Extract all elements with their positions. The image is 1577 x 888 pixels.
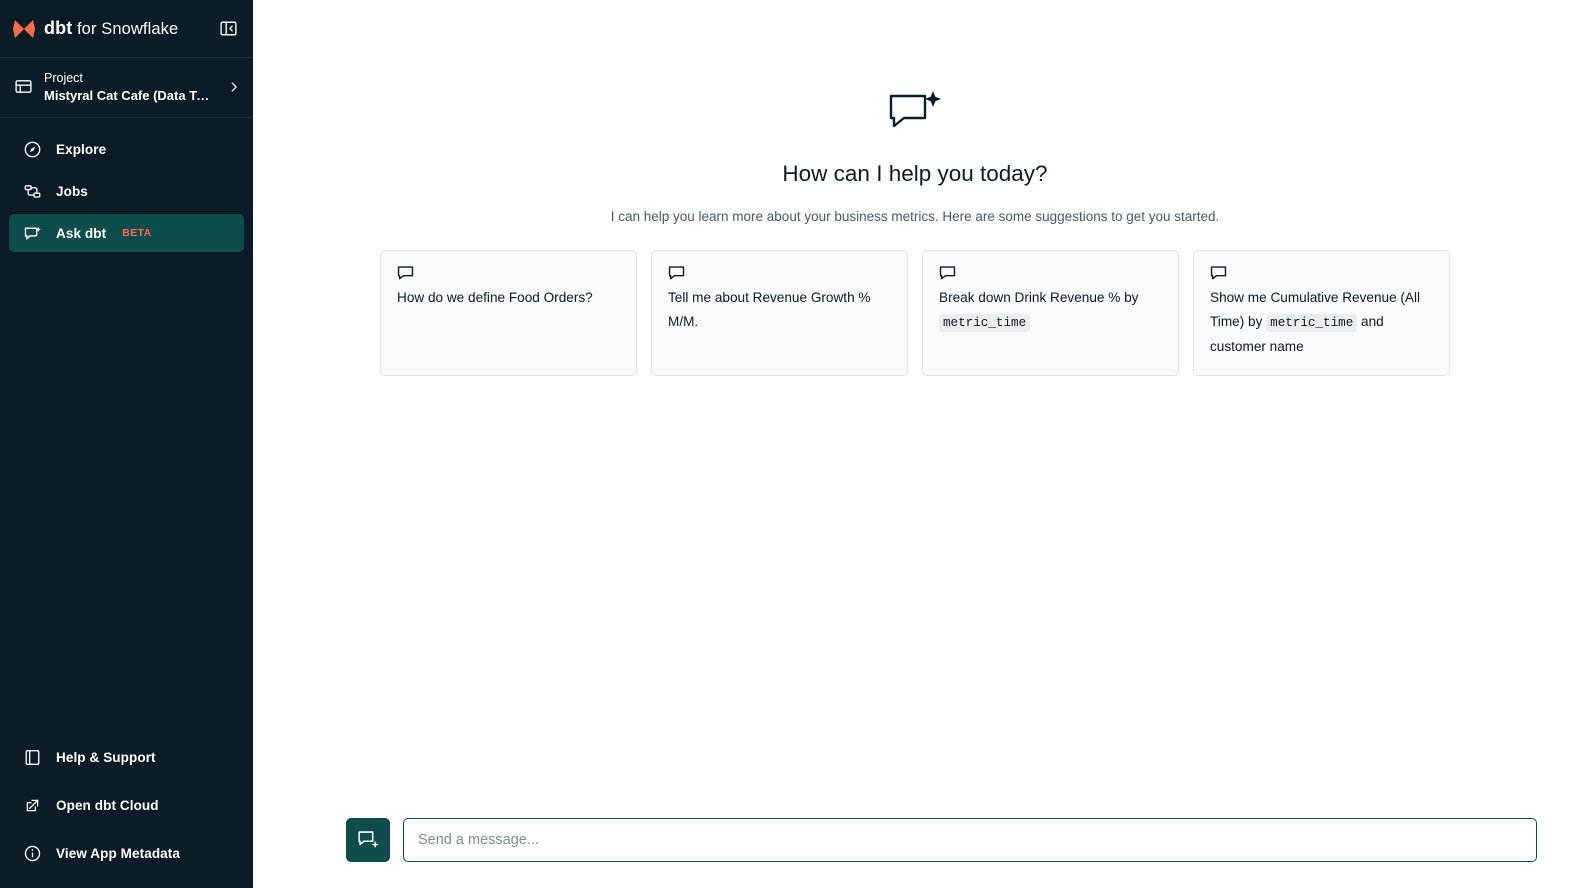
dbt-logo-icon bbox=[12, 17, 36, 41]
chat-bubble-icon bbox=[939, 268, 956, 285]
sidebar-item-label: Ask dbt bbox=[56, 225, 107, 241]
sidebar-item-view-app-metadata[interactable] bbox=[9, 834, 244, 872]
page-subtitle: I can help you learn more about your business metrics. Here are some suggestions to get you started. bbox=[610, 209, 1220, 224]
project-texts bbox=[44, 69, 216, 104]
suggestion-text: How do we define Food Orders? bbox=[397, 290, 593, 305]
inline-code: metric_time bbox=[1266, 314, 1357, 332]
suggestion-text: Show me Cumulative Revenue (All Time) by metric_time and customer name bbox=[1210, 290, 1421, 354]
external-link-icon bbox=[23, 796, 42, 815]
chat-bubble-icon bbox=[397, 268, 414, 285]
brand-suffix: for Snowflake bbox=[76, 20, 179, 38]
message-input[interactable] bbox=[403, 818, 1537, 862]
sidebar-item-label: Explore bbox=[56, 141, 107, 157]
sidebar-divider-project bbox=[0, 117, 253, 118]
chat-sparkle-icon bbox=[888, 88, 942, 143]
project-value: Mistyral Cat Cafe (Data Te… bbox=[44, 88, 216, 103]
project-label: Project bbox=[44, 71, 83, 85]
brand-name: dbt bbox=[44, 18, 73, 38]
sidebar-item-label: Help & Support bbox=[56, 749, 156, 765]
suggestion-list bbox=[380, 250, 1450, 376]
suggestion-card[interactable] bbox=[922, 250, 1179, 376]
inline-code: metric_time bbox=[939, 314, 1030, 332]
page-title: How can I help you today? bbox=[782, 161, 1048, 186]
sidebar-nav bbox=[0, 126, 253, 256]
panel-collapse-icon[interactable] bbox=[217, 18, 239, 40]
main-panel bbox=[253, 0, 1577, 888]
sidebar-header bbox=[0, 0, 253, 57]
sidebar-item-explore[interactable] bbox=[9, 130, 244, 168]
chat-bubble-icon bbox=[668, 268, 685, 285]
compass-icon bbox=[23, 140, 42, 159]
suggestion-card[interactable] bbox=[651, 250, 908, 376]
sidebar-item-label: View App Metadata bbox=[56, 845, 180, 861]
suggestion-text: Break down Drink Revenue % by metric_time bbox=[939, 290, 1139, 330]
project-selector[interactable] bbox=[0, 58, 253, 117]
new-chat-sparkle-icon[interactable] bbox=[346, 818, 390, 862]
chat-bubble-icon bbox=[1210, 268, 1227, 285]
empty-state bbox=[253, 0, 1577, 376]
jobs-icon bbox=[23, 182, 42, 201]
sidebar-item-ask-dbt[interactable] bbox=[9, 214, 244, 252]
book-icon bbox=[23, 748, 42, 767]
suggestion-card[interactable] bbox=[380, 250, 637, 376]
database-icon bbox=[14, 77, 33, 96]
sidebar-nav-bottom bbox=[0, 728, 253, 888]
chevron-right-icon bbox=[227, 80, 241, 94]
sidebar-item-label: Jobs bbox=[56, 183, 88, 199]
suggestion-card[interactable] bbox=[1193, 250, 1450, 376]
sidebar-item-open-dbt-cloud[interactable] bbox=[9, 786, 244, 824]
status-badge: BETA bbox=[122, 227, 152, 239]
ask-dbt-icon bbox=[23, 224, 42, 243]
message-composer bbox=[253, 818, 1577, 888]
brand[interactable] bbox=[12, 17, 178, 41]
brand-label bbox=[44, 18, 178, 39]
sidebar-item-jobs[interactable] bbox=[9, 172, 244, 210]
suggestion-text: Tell me about Revenue Growth % M/M. bbox=[668, 290, 871, 329]
sidebar-item-label: Open dbt Cloud bbox=[56, 797, 159, 813]
sidebar bbox=[0, 0, 253, 888]
info-icon bbox=[23, 844, 42, 863]
sidebar-item-help-support[interactable] bbox=[9, 738, 244, 776]
